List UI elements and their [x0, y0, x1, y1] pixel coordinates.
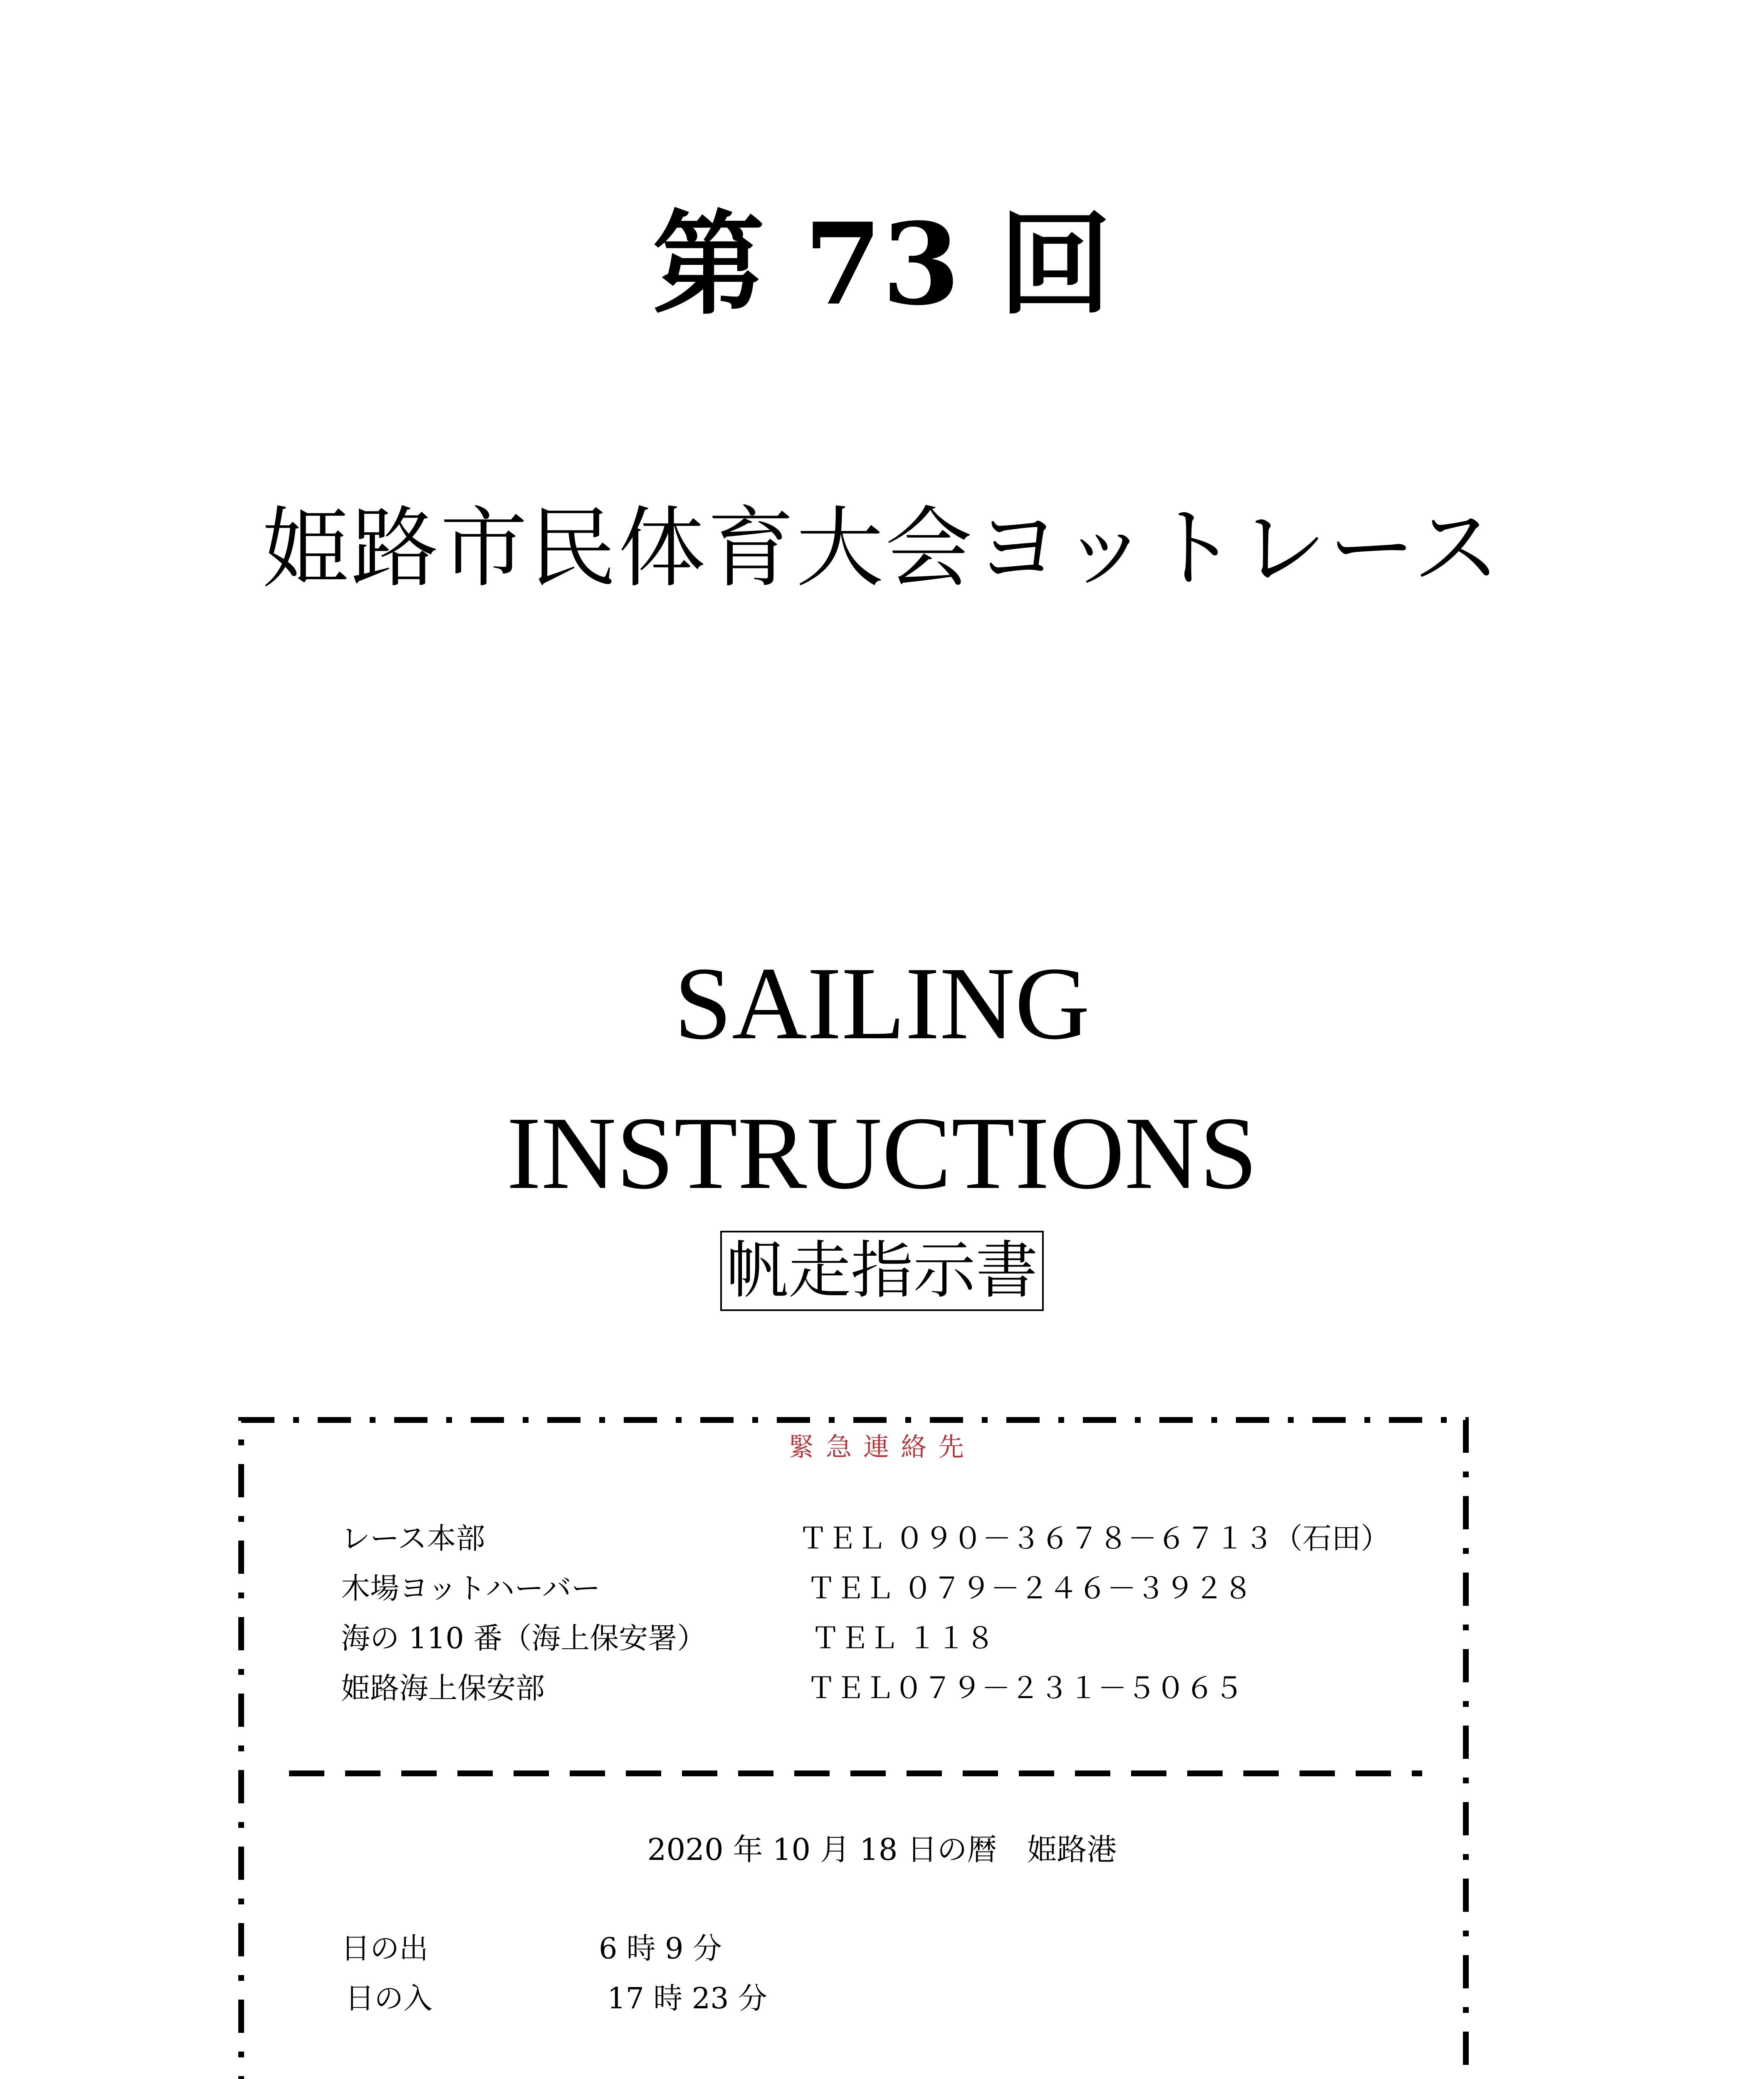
event-title: 姫路市民体育大会ヨットレース [262, 497, 1502, 599]
contact-name: 海の 110 番（海上保安署） [341, 1621, 707, 1655]
edition-title: 第 73 回 [652, 198, 1112, 330]
almanac-heading: 2020 年 10 月 18 日の暦 姫路港 [647, 1832, 1117, 1867]
contact-row [0, 1518, 1764, 1559]
contact-tel: ＴＥＬ ０７９－２４６－３９２８ [807, 1571, 1253, 1605]
japanese-title: 帆走指示書 [720, 1231, 1044, 1311]
sunset-label: 日の入 [345, 1981, 432, 2015]
contact-row [0, 1568, 1764, 1609]
contact-row [0, 1617, 1764, 1659]
contact-name: レース本部 [341, 1521, 485, 1556]
contact-tel: ＴＥＬ ０９０－３６７８－６７１３（石田） [798, 1521, 1390, 1556]
instructions-title: INSTRUCTIONS [506, 1096, 1258, 1211]
contact-name: 木場ヨットハーバー [341, 1571, 600, 1605]
contact-tel: ＴＥＬ０７９－２３１－５０６５ [807, 1671, 1243, 1705]
sailing-title: SAILING [674, 946, 1090, 1061]
sunrise-time: 6 時 9 分 [599, 1931, 722, 1965]
sunrise-label: 日の出 [341, 1931, 428, 1965]
contact-tel: ＴＥＬ １１８ [811, 1621, 995, 1655]
contact-name: 姫路海上保安部 [341, 1671, 545, 1705]
contact-row [0, 1667, 1764, 1709]
emergency-heading: 緊急連絡先 [788, 1432, 976, 1462]
sunset-time: 17 時 23 分 [607, 1981, 767, 2015]
